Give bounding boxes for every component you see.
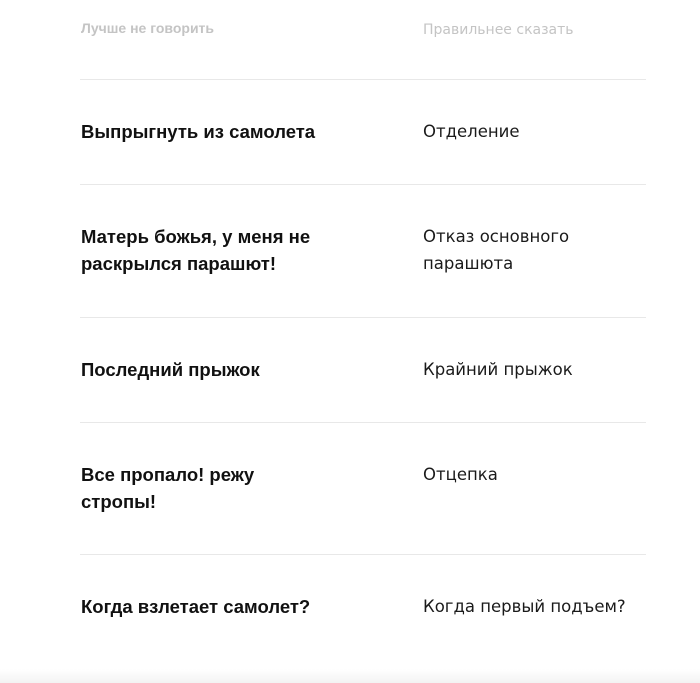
phrase-preferred: Крайний прыжок [423, 360, 573, 379]
header-dont-say: Лучше не говорить [81, 20, 215, 36]
phrase-to-avoid: Выпрыгнуть из самолета [81, 121, 316, 142]
header-better-say: Правильнее сказать [423, 22, 574, 38]
phrase-to-avoid: Матерь божья, у меня не раскрылся парашют! [81, 226, 311, 274]
phrase-to-avoid: Последний прыжок [81, 359, 260, 380]
table-row [0, 185, 700, 317]
phrase-to-avoid: Когда взлетает самолет? [81, 596, 311, 617]
phrase-preferred: Отцепка [423, 465, 498, 484]
table-row [0, 80, 700, 184]
phrase-to-avoid: Все пропало! режу стропы! [81, 464, 255, 512]
table-row [0, 423, 700, 554]
phrase-preferred: Отказ основного парашюта [423, 227, 570, 273]
table-row [0, 555, 700, 683]
phrase-preferred: Отделение [423, 122, 520, 141]
table-row [0, 318, 700, 422]
bottom-fade [0, 669, 700, 683]
phrase-preferred: Когда первый подъем? [423, 597, 626, 616]
table-header [0, 0, 700, 79]
